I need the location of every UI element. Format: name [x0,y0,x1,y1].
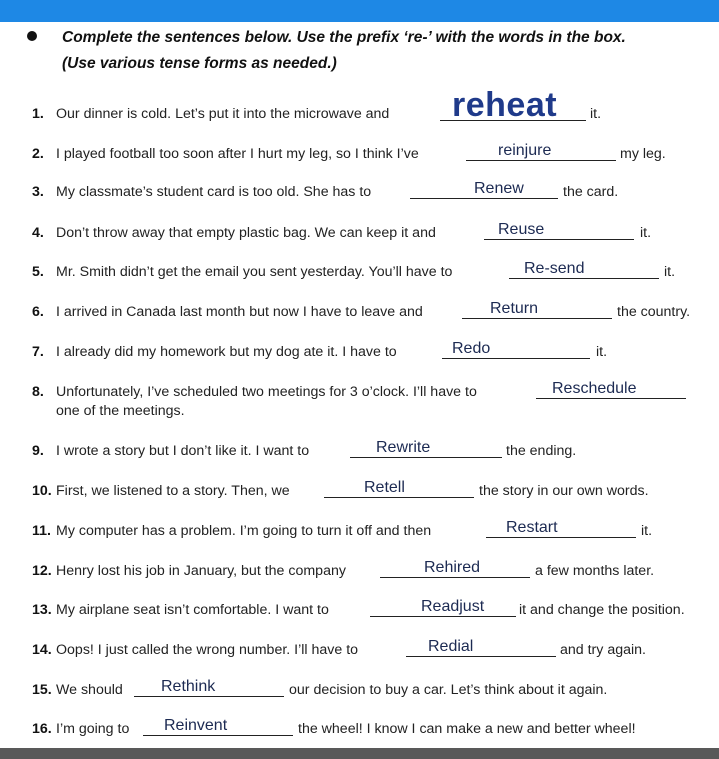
exercise-item-9 [0,439,719,463]
exercise-item-13 [0,598,719,622]
answer-blank [370,616,516,617]
answer-blank [350,457,502,458]
item-text-after: the wheel! I know I can make a new and better wheel! [298,721,636,737]
handwritten-answer: Renew [474,180,524,197]
exercise-item-10 [0,479,719,503]
top-bar [0,0,719,22]
item-text-before: Oops! I just called the wrong number. I’ll have to [56,642,359,658]
item-text-after: the card. [563,184,619,200]
handwritten-answer: Readjust [421,598,485,615]
item-text-before: Our dinner is cold. Let’s put it into the microwave and [56,106,390,122]
item-text-after: it. [640,225,652,241]
bullet-icon [27,31,37,41]
item-text-before: I played football too soon after I hurt my leg, so I think I’ve [56,146,419,162]
item-text-after: it. [664,264,676,280]
item-text-after: it and change the position. [519,602,685,618]
answer-blank [406,656,556,657]
exercise-item-3 [0,180,719,204]
item-number: 6. [32,304,44,320]
exercise-item-12 [0,559,719,583]
item-text-after: the story in our own words. [479,483,649,499]
item-number: 5. [32,264,44,280]
handwritten-answer: Reschedule [552,380,637,397]
answer-blank [410,198,558,199]
handwritten-answer: Rehired [424,559,481,576]
handwritten-answer: Retell [364,479,405,496]
answer-blank [134,696,284,697]
handwritten-answer: Rethink [161,678,216,695]
answer-blank [486,537,636,538]
item-number: 7. [32,344,44,360]
instructions-line-1: Complete the sentences below. Use the prefix ‘re-’ with the words in the box. [62,29,626,46]
bottom-bar [0,748,719,759]
item-text-before: Henry lost his job in January, but the company [56,563,346,579]
answer-blank [143,735,293,736]
item-text-before: My airplane seat isn’t comfortable. I want to [56,602,329,618]
handwritten-answer: reinjure [498,142,552,159]
item-number: 1. [32,106,44,122]
handwritten-answer: Redial [428,638,474,655]
answer-blank [462,318,612,319]
item-text-before: I’m going to [56,721,130,737]
item-text-after: the ending. [506,443,577,459]
exercise-item-16 [0,717,719,741]
item-number: 2. [32,146,44,162]
item-text-after: our decision to buy a car. Let’s think about it again. [289,682,608,698]
item-number: 4. [32,225,44,241]
item-number: 14. [32,642,52,658]
instructions-line-2: (Use various tense forms as needed.) [62,55,337,72]
answer-blank [466,160,616,161]
answer-blank [509,278,659,279]
item-number: 11. [32,523,51,539]
answer-blank [380,577,530,578]
item-text-before: I wrote a story but I don’t like it. I want to [56,443,310,459]
exercise-item-15 [0,678,719,702]
handwritten-answer: Restart [506,519,558,536]
item-text-after: and try again. [560,642,646,658]
item-number: 12. [32,563,52,579]
item-number: 16. [32,721,52,737]
item-text-before: My classmate’s student card is too old. She has to [56,184,372,200]
exercise-item-2 [0,142,719,166]
answer-blank [484,239,634,240]
handwritten-answer: Rewrite [376,439,431,456]
item-text-after: my leg. [620,146,666,162]
exercise-item-7 [0,340,719,364]
handwritten-answer: Return [490,300,539,317]
exercise-item-4 [0,221,719,245]
handwritten-answer: reheat [452,86,558,124]
answer-blank [442,358,590,359]
exercise-item-1 [0,86,719,126]
exercise-item-5 [0,260,719,284]
handwritten-answer: Redo [452,340,491,357]
item-number: 3. [32,184,44,200]
item-text-before: My computer has a problem. I’m going to turn it off and then [56,523,432,539]
item-text-before: Don’t throw away that empty plastic bag. We can keep it and [56,225,436,241]
item-text-after: it. [596,344,608,360]
exercise-item-6 [0,300,719,324]
handwritten-answer: Re-send [524,260,585,277]
handwritten-answer: Reuse [498,221,545,238]
item-number: 15. [32,682,52,698]
item-number: 13. [32,602,52,618]
handwritten-answer: Reinvent [164,717,228,734]
item-text-after: the country. [617,304,691,320]
item-number: 9. [32,443,44,459]
answer-blank [324,497,474,498]
item-text-after: it. [590,106,602,122]
exercise-item-14 [0,638,719,662]
item-text-before: We should [56,682,123,698]
item-text-before: I already did my homework but my dog ate it. I have to [56,344,397,360]
item-text-continuation: one of the meetings. [56,403,185,419]
item-text-before: I arrived in Canada last month but now I have to leave and [56,304,423,320]
item-text-after: it. [641,523,653,539]
item-text-before: First, we listened to a story. Then, we [56,483,290,499]
item-text-before: Unfortunately, I’ve scheduled two meetings for 3 o’clock. I’ll have to [56,384,477,400]
item-text-after: a few months later. [535,563,655,579]
item-number: 8. [32,384,44,400]
item-number: 10. [32,483,52,499]
item-text-before: Mr. Smith didn’t get the email you sent yesterday. You’ll have to [56,264,453,280]
exercise-item-8-continuation [0,399,719,423]
exercise-item-11 [0,519,719,543]
